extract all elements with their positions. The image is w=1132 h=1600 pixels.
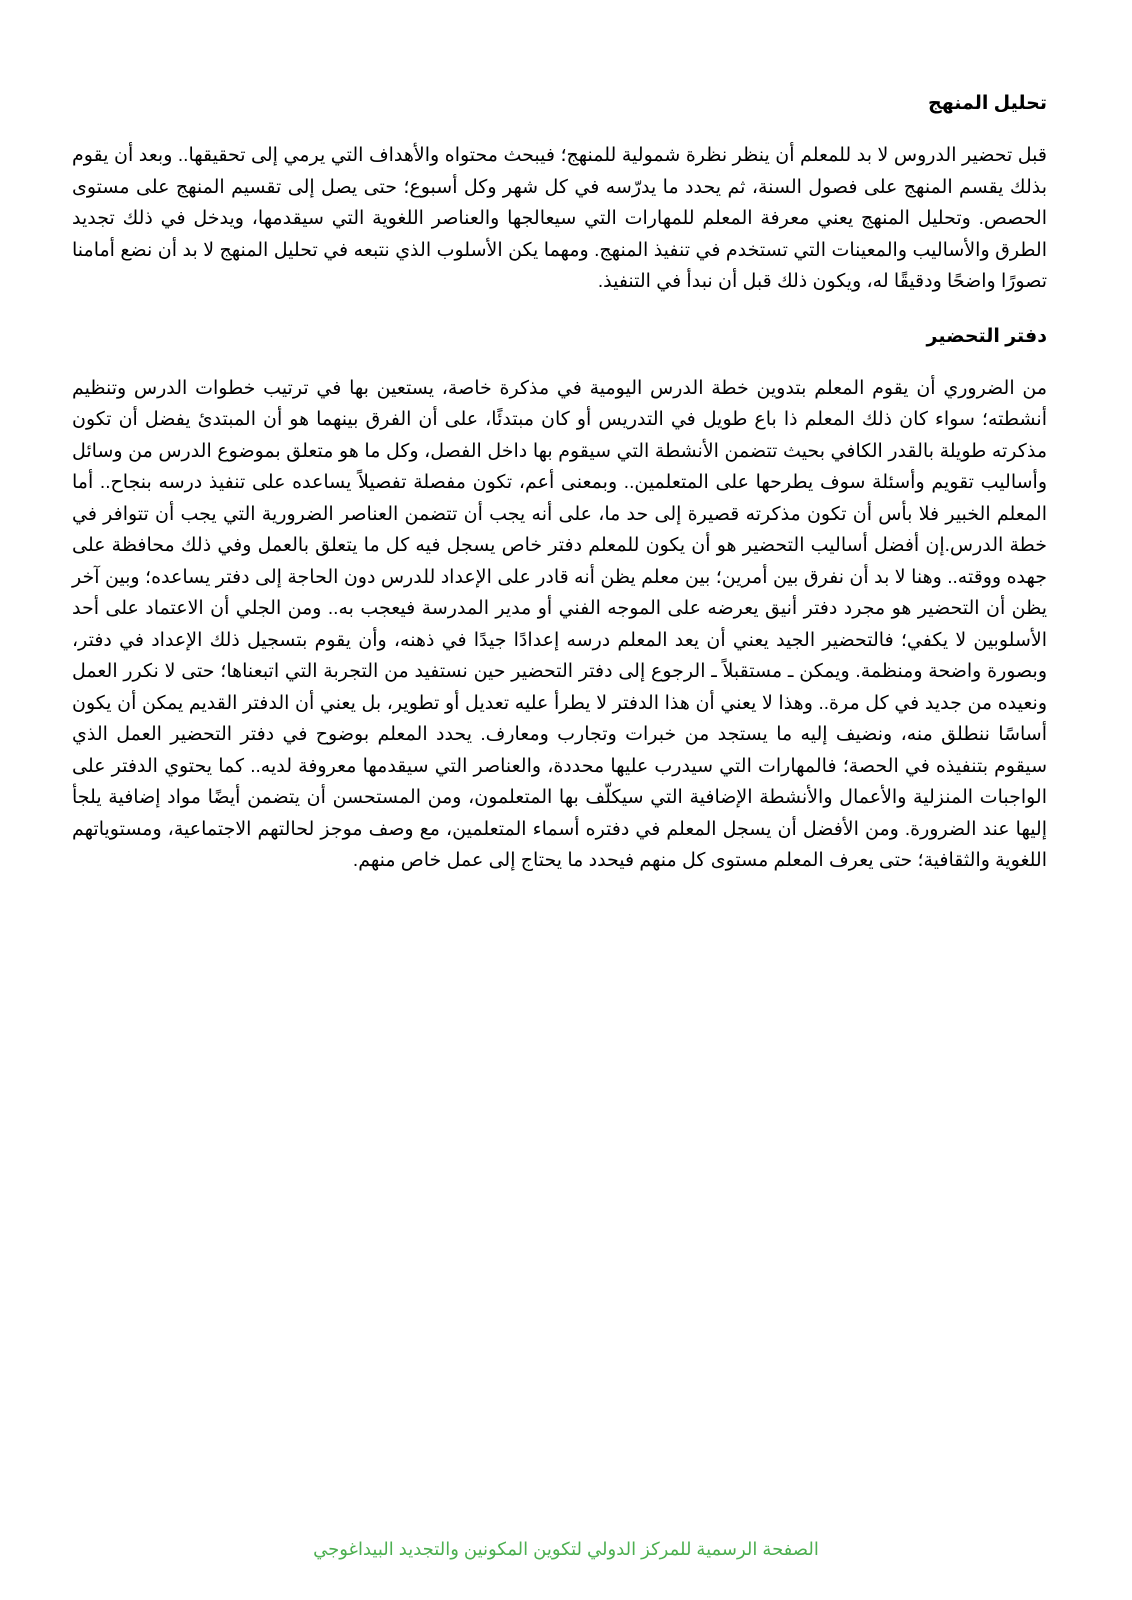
section-title-preparation-notebook: دفتر التحضير bbox=[926, 325, 1047, 347]
page-footer: الصفحة الرسمية للمركز الدولي لتكوين المكونين والتجديد البيداغوجي bbox=[313, 1539, 819, 1559]
paragraph-preparation-notebook: من الضروري أن يقوم المعلم بتدوين خطة الدرس اليومية في مذكرة خاصة، يستعين بها في ترتيب خطوات الدرس وتنظيم أنشطته؛ سواء كان ذلك المعلم ذا باع طويل في التدريس أو كان مبتدئًا، على أن الفرق بينهما هو أن المبتدئ يفضل أن تكون مذكرته طويلة بالقدر الكافي بحيث تتضمن الأنشطة التي سيقوم بها داخل الفصل، وكل ما هو متعلق بموضوع الدرس من وسائل وأساليب تقويم وأسئلة سوف يطرحها على المتعلمين.. وبمعنى أعم، تكون مفصلة تفصيلاً يساعده على تنفيذ درسه بنجاح.. أما المعلم الخبير فلا بأس أن تكون مذكرته قصيرة إلى حد ما، على أنه يجب أن تتضمن العناصر الضرورية التي يجب أن تتوافر في خطة الدرس.إن أفضل أساليب التحضير هو أن يكون للمعلم دفتر خاص يسجل فيه كل ما يتعلق بالعمل وفي ذلك محافظة على جهده ووقته.. وهنا لا بد أن نفرق بين أمرين؛ بين معلم يظن أنه قادر على الإعداد للدرس دون الحاجة إلى دفتر يساعده؛ وبين آخر يظن أن التحضير هو مجرد دفتر أنيق يعرضه على الموجه الفني أو مدير المدرسة فيعجب به.. ومن الجلي أن الاعتماد على أحد الأسلوبين لا يكفي؛ فالتحضير الجيد يعني أن يعد المعلم درسه إعدادًا جيدًا في ذهنه، وأن يقوم بتسجيل ذلك الإعداد في دفتر، وبصورة واضحة ومنظمة. ويمكن ـ مستقبلاً ـ الرجوع إلى دفتر التحضير حين نستفيد من التجربة التي اتبعناها؛ حتى لا نكرر العمل ونعيده من جديد في كل مرة.. وهذا لا يعني أن هذا الدفتر لا يطرأ عليه تعديل أو تطوير، بل يعني أن الدفتر القديم يمكن أن يكون أساسًا ننطلق منه، ونضيف إليه ما يستجد من خبرات وتجارب ومعارف. يحدد المعلم بوضوح في دفتر التحضير العمل الذي سيقوم بتنفيذه في الحصة؛ فالمهارات التي سيدرب عليها محددة، والعناصر التي سيقدمها معروفة لديه.. كما يحتوي الدفتر على الواجبات المنزلية والأعمال والأنشطة الإضافية التي سيكلّف بها المتعلمون، ومن المستحسن أن يتضمن أيضًا مواد إضافية يلجأ إليها عند الضرورة. ومن الأفضل أن يسجل المعلم في دفتره أسماء المتعلمين، مع وصف موجز لحالتهم الاجتماعية، ومستوياتهم اللغوية والثقافية؛ حتى يعرف المعلم مستوى كل منهم فيحدد ما يحتاج إلى عمل خاص منهم. bbox=[72, 377, 1048, 871]
document-content bbox=[72, 90, 1047, 902]
paragraph-curriculum-analysis: قبل تحضير الدروس لا بد للمعلم أن ينظر نظرة شمولية للمنهج؛ فيبحث محتواه والأهداف التي يرمي إلى تحقيقها.. وبعد أن يقوم بذلك يقسم المنهج على فصول السنة، ثم يحدد ما يدرّسه في كل شهر وكل أسبوع؛ حتى يصل إلى تقسيم المنهج على مستوى الحصص. وتحليل المنهج يعني معرفة المعلم للمهارات التي سيعالجها والعناصر اللغوية التي سيقدمها، ويدخل في ذلك تجديد الطرق والأساليب والمعينات التي تستخدم في تنفيذ المنهج. ومهما يكن الأسلوب الذي نتبعه في تحليل المنهج لا بد أن نضع أمامنا تصورًا واضحًا ودقيقًا له، ويكون ذلك قبل أن نبدأ في التنفيذ. bbox=[72, 145, 1047, 292]
section-title-curriculum-analysis: تحليل المنهج bbox=[928, 93, 1047, 114]
